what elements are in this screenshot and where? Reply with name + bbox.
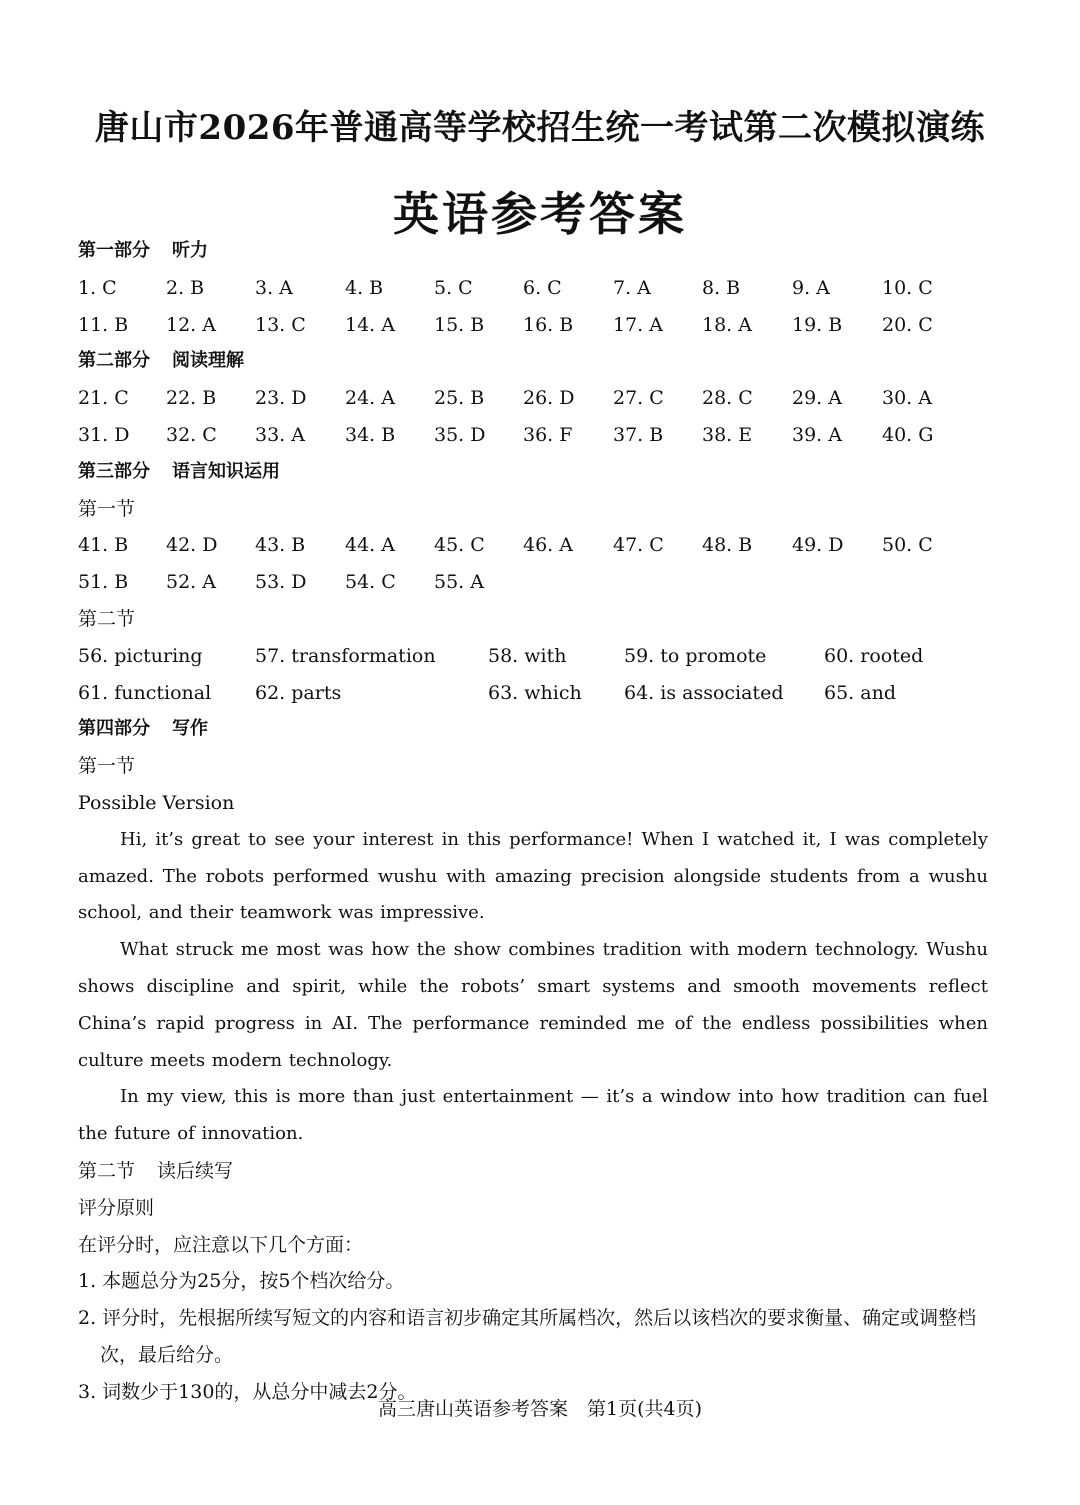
part3-heading-label: 第三部分	[78, 460, 150, 482]
part3-section2-row-2	[78, 675, 988, 712]
part3-heading	[78, 454, 988, 491]
answer-item: 64. is associated	[624, 681, 784, 704]
answer-item: 5. C	[434, 276, 473, 299]
answer-item: 28. C	[702, 387, 753, 410]
answer-item: 3. A	[255, 276, 293, 299]
answer-item: 36. F	[523, 423, 573, 446]
answer-item: 41. B	[78, 534, 129, 557]
essay-paragraph-1: Hi, it’s great to see your interest in this performance! When I watched it, I was completely amazed. The robots performed wushu with amazing precision alongside students from a wushu school, and their teamwork was impressive.	[78, 828, 988, 924]
answer-item: 29. A	[792, 387, 842, 410]
criteria-item-2: 2. 评分时，先根据所续写短文的内容和语言初步确定其所属档次，然后以该档次的要求衡量、确定或调整档次，最后给分。	[78, 1307, 977, 1366]
essay-paragraph-3: In my view, this is more than just entertainment — it’s a window into how tradition can fuel the future of innovation.	[78, 1086, 988, 1145]
answer-item: 23. D	[255, 387, 307, 410]
answer-item: 55. A	[434, 571, 484, 594]
part2-row-1	[78, 380, 988, 417]
answer-item: 24. A	[345, 387, 395, 410]
answer-item: 13. C	[255, 313, 306, 336]
document-title: 唐山市2026年普通高等学校招生统一考试第二次模拟演练	[94, 108, 986, 148]
answer-item: 37. B	[613, 423, 664, 446]
part3-section1-label: 第一节	[78, 497, 136, 520]
answer-item: 40. G	[882, 423, 934, 446]
part1-row-1	[78, 270, 988, 307]
answer-item: 20. C	[882, 313, 933, 336]
answer-item: 45. C	[434, 534, 485, 557]
answer-item: 4. B	[345, 276, 384, 299]
answer-item: 25. B	[434, 387, 485, 410]
page-footer: 高三唐山英语参考答案 第1页(共4页)	[377, 1398, 702, 1420]
answer-item: 43. B	[255, 534, 306, 557]
answer-item: 11. B	[78, 313, 129, 336]
essay-paragraph-2: What struck me most was how the show combines tradition with modern technology. Wushu shows discipline and spirit, while the robots’ smart systems and smooth movements reflect China’s rapid progress in AI. The performance reminded me of the endless possibilities when culture meets modern technology.	[78, 939, 988, 1071]
part1-heading-name: 听力	[172, 240, 208, 261]
part3-section1-row-2	[78, 564, 988, 601]
criteria-intro: 在评分时，应注意以下几个方面：	[78, 1233, 364, 1256]
answer-item: 61. functional	[78, 681, 212, 704]
answer-item: 46. A	[523, 534, 573, 557]
answer-item: 48. B	[702, 534, 753, 557]
answer-item: 14. A	[345, 313, 395, 336]
possible-version-label: Possible Version	[78, 791, 235, 814]
answer-item: 1. C	[78, 276, 117, 299]
part2-heading-name: 阅读理解	[172, 350, 244, 372]
answer-item: 58. with	[488, 644, 567, 667]
part3-section1-row-1	[78, 527, 988, 564]
answer-item: 38. E	[702, 423, 753, 446]
part2-heading-label: 第二部分	[78, 350, 150, 372]
answer-item: 19. B	[792, 313, 843, 336]
answer-item: 34. B	[345, 423, 396, 446]
document-subtitle: 英语参考答案	[393, 187, 687, 241]
answer-item: 50. C	[882, 534, 933, 557]
answer-item: 49. D	[792, 534, 844, 557]
criteria-item-3: 3. 词数少于130的，从总分中减去2分。	[78, 1380, 417, 1403]
part2-row-2	[78, 417, 988, 454]
answer-item: 22. B	[166, 387, 217, 410]
answer-item: 32. C	[166, 423, 217, 446]
answer-item: 15. B	[434, 313, 485, 336]
answer-item: 65. and	[824, 681, 896, 704]
answer-item: 42. D	[166, 534, 218, 557]
answer-item: 27. C	[613, 387, 664, 410]
answer-item: 53. D	[255, 571, 307, 594]
criteria-title: 评分原则	[78, 1196, 155, 1219]
answer-item: 26. D	[523, 387, 575, 410]
answer-item: 9. A	[792, 276, 830, 299]
answer-item: 31. D	[78, 423, 130, 446]
answer-item: 54. C	[345, 571, 396, 594]
part4-section2-heading	[78, 1153, 988, 1190]
answer-item: 52. A	[166, 571, 216, 594]
answer-item: 60. rooted	[824, 644, 924, 667]
answer-item: 2. B	[166, 276, 205, 299]
answer-item: 44. A	[345, 534, 395, 557]
criteria-item-1: 1. 本题总分为25分，按5个档次给分。	[78, 1270, 405, 1293]
answer-item: 57. transformation	[255, 644, 436, 667]
answer-item: 8. B	[702, 276, 741, 299]
answer-item: 6. C	[523, 276, 562, 299]
answer-item: 63. which	[488, 681, 582, 704]
part2-heading	[78, 343, 988, 380]
answer-item: 30. A	[882, 387, 932, 410]
part1-heading	[78, 233, 988, 270]
part4-heading-name: 写作	[172, 718, 208, 740]
answer-item: 17. A	[613, 313, 663, 336]
part4-heading-label: 第四部分	[78, 718, 150, 740]
answer-item: 33. A	[255, 423, 305, 446]
answer-item: 18. A	[702, 313, 752, 336]
answer-content	[78, 233, 988, 1411]
answer-item: 10. C	[882, 276, 933, 299]
answer-item: 51. B	[78, 571, 129, 594]
part3-heading-name: 语言知识运用	[172, 460, 280, 482]
answer-item: 47. C	[613, 534, 664, 557]
answer-item: 7. A	[613, 276, 651, 299]
part4-section1-label: 第一节	[78, 755, 136, 778]
answer-item: 16. B	[523, 313, 574, 336]
part3-section2-label: 第二节	[78, 607, 136, 630]
answer-item: 21. C	[78, 387, 129, 410]
answer-item: 62. parts	[255, 681, 342, 704]
answer-item: 35. D	[434, 423, 486, 446]
part1-row-2	[78, 307, 988, 344]
answer-item: 39. A	[792, 423, 842, 446]
part4-section2-name: 读后续写	[157, 1159, 234, 1182]
part4-section2-label: 第二节	[78, 1159, 136, 1182]
answer-item: 56. picturing	[78, 644, 203, 667]
part3-section2-row-1	[78, 638, 988, 675]
part4-heading	[78, 711, 988, 748]
answer-item: 12. A	[166, 313, 216, 336]
answer-item: 59. to promote	[624, 644, 767, 667]
part1-heading-label: 第一部分	[78, 240, 150, 261]
